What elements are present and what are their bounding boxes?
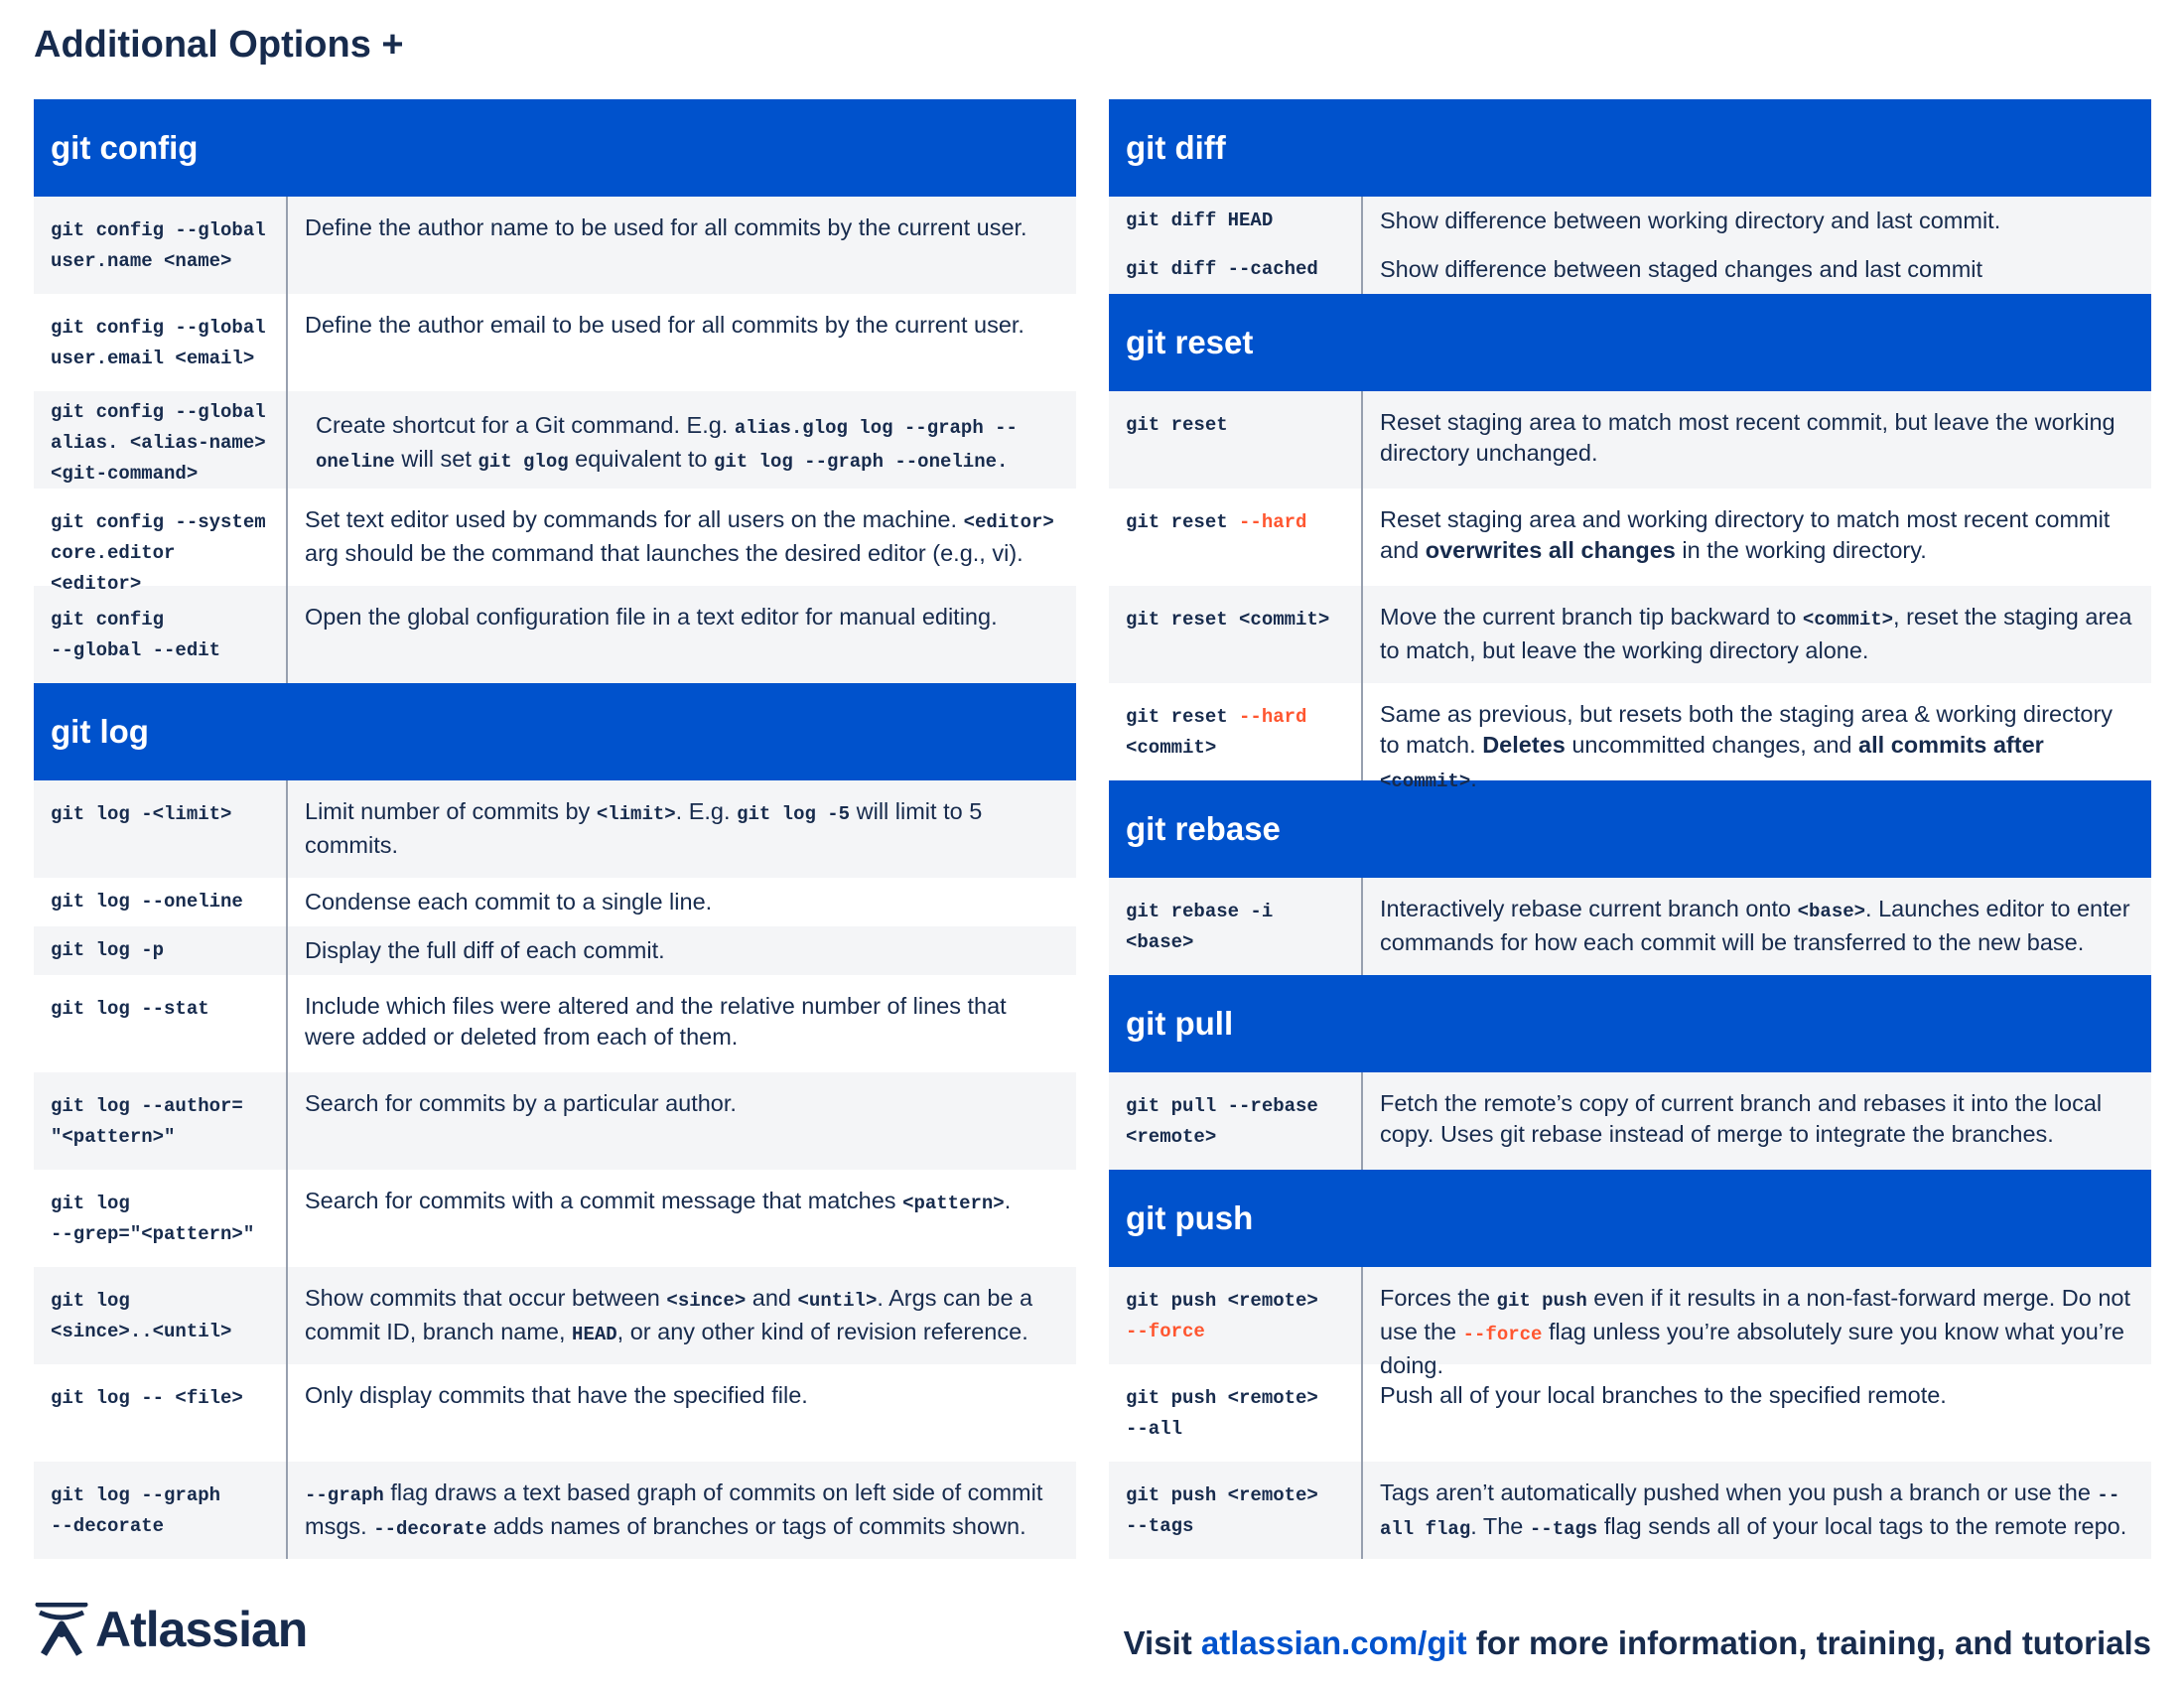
table-row <box>34 1267 1076 1364</box>
description-cell: Search for commits by a particular author. <box>305 1090 737 1116</box>
description-cell: Include which files were altered and the relative number of lines that were added or deleted from each of them. <box>305 993 1007 1050</box>
description-cell: Show difference between working directory and last commit. <box>1380 208 2001 233</box>
table-row <box>1109 1267 2151 1378</box>
description-cell: Search for commits with a commit message that matches <pattern>. <box>305 1188 1012 1214</box>
description-cell: Same as previous, but resets both the staging area & working directory to match. Deletes uncommitted changes, and all commits after <commit>. <box>1380 701 2114 792</box>
command-cell: git config --global --edit <box>34 586 288 683</box>
command-cell: git log -<limit> <box>34 780 288 878</box>
table-row <box>34 1462 1076 1559</box>
command-cell: git log --grep="<pattern>" <box>34 1170 288 1267</box>
left-column <box>34 99 1076 1559</box>
command-cell: git push <remote> --all <box>1109 1364 1363 1462</box>
description-cell: Show difference between staged changes and last commit <box>1380 256 1983 282</box>
description-cell: --graph flag draws a text based graph of commits on left side of commit msgs. --decorate adds names of branches or tags of commits shown. <box>305 1479 1043 1540</box>
command-cell: git reset <box>1109 391 1363 489</box>
description-cell: Fetch the remote’s copy of current branch and rebases it into the local copy. Uses git rebase instead of merge to integrate the branches. <box>1380 1090 2103 1147</box>
command-cell: git log --stat <box>34 975 288 1072</box>
command-cell: git config --global alias. <alias-name> <git-command> <box>34 391 288 489</box>
description-cell: Reset staging area and working directory to match most recent commit and overwrites all changes in the working directory. <box>1380 506 2111 563</box>
command-cell: git config --global user.name <name> <box>34 197 288 294</box>
command-cell: git reset --hard <box>1109 489 1363 586</box>
description-cell: Reset staging area to match most recent commit, but leave the working directory unchanged. <box>1380 409 2116 466</box>
brand-name: Atlassian <box>95 1602 308 1657</box>
table-row <box>1109 1072 2151 1170</box>
table-row <box>34 1170 1076 1267</box>
table-row <box>1109 489 2151 586</box>
command-cell: git log -- <file> <box>34 1364 288 1462</box>
table-row <box>1109 1462 2151 1559</box>
table-row <box>1109 391 2151 489</box>
table-row <box>34 926 1076 975</box>
command-cell: git rebase -i <base> <box>1109 878 1363 975</box>
description-cell: Set text editor used by commands for all users on the machine. <editor> arg should be the command that launches the desired editor (e.g., vi). <box>305 506 1054 566</box>
atlassian-git-link[interactable]: atlassian.com/git <box>1200 1624 1467 1661</box>
description-cell: Display the full diff of each commit. <box>305 937 665 963</box>
command-cell: git log --graph --decorate <box>34 1462 288 1559</box>
command-cell: git push <remote> --tags <box>1109 1462 1363 1559</box>
command-cell: git push <remote> --force <box>1109 1267 1363 1364</box>
table-row <box>34 391 1076 489</box>
command-cell: git config --system core.editor <editor> <box>34 489 288 586</box>
description-cell: Interactively rebase current branch onto <base>. Launches editor to enter commands for how each commit will be transferred to the new base. <box>1380 896 2130 955</box>
description-cell: Push all of your local branches to the specified remote. <box>1380 1382 1947 1408</box>
section-header-git-pull: git pull <box>1109 975 2151 1072</box>
table-row <box>34 780 1076 878</box>
description-cell: Forces the git push even if it results in a non-fast-forward merge. Do not use the --force flag unless you’re absolutely sure you know what you’re doing. <box>1380 1285 2131 1378</box>
footer-tagline: Visit atlassian.com/git for more information, training, and tutorials <box>1123 1624 2151 1661</box>
atlassian-mark-icon <box>34 1603 89 1656</box>
table-row <box>34 1364 1076 1462</box>
description-cell: Define the author email to be used for all commits by the current user. <box>305 312 1024 338</box>
right-column <box>1109 99 2151 1559</box>
section-header-git-push: git push <box>1109 1170 2151 1267</box>
description-cell: Show commits that occur between <since> and <until>. Args can be a commit ID, branch name, HEAD, or any other kind of revision reference. <box>305 1285 1033 1345</box>
table-row <box>34 586 1076 683</box>
command-cell: git diff --cached <box>1109 245 1363 294</box>
table-row <box>1109 878 2151 975</box>
description-cell: Condense each commit to a single line. <box>305 889 713 914</box>
description-cell: Define the author name to be used for all commits by the current user. <box>305 214 1027 240</box>
command-cell: git log -p <box>34 926 288 975</box>
description-cell: Only display commits that have the specified file. <box>305 1382 808 1408</box>
command-cell: git log --author= "<pattern>" <box>34 1072 288 1170</box>
command-cell: git log --oneline <box>34 878 288 926</box>
table-row <box>1109 683 2151 792</box>
command-cell: git diff HEAD <box>1109 197 1363 245</box>
table-row <box>34 878 1076 926</box>
description-cell: Tags aren’t automatically pushed when you push a branch or use the --all flag. The --tags flag sends all of your local tags to the remote repo. <box>1380 1479 2127 1540</box>
description-cell: Move the current branch tip backward to <commit>, reset the staging area to match, but leave the working directory alone. <box>1380 604 2132 663</box>
command-cell: git reset --hard <commit> <box>1109 683 1363 780</box>
section-header-git-config: git config <box>34 99 1076 197</box>
table-row <box>1109 586 2151 683</box>
command-cell: git log <since>..<until> <box>34 1267 288 1364</box>
table-row <box>1109 1364 2151 1462</box>
table-row <box>34 975 1076 1072</box>
section-header-git-reset: git reset <box>1109 294 2151 391</box>
table-row <box>1109 197 2151 245</box>
table-row <box>34 1072 1076 1170</box>
description-cell: Create shortcut for a Git command. E.g. alias.glog log --graph --oneline will set git glog equivalent to git log --graph --oneline. <box>316 412 1018 473</box>
command-cell: git pull --rebase <remote> <box>1109 1072 1363 1170</box>
atlassian-logo[interactable] <box>34 1601 307 1658</box>
description-cell: Limit number of commits by <limit>. E.g. git log -5 will limit to 5 commits. <box>305 798 983 858</box>
section-header-git-log: git log <box>34 683 1076 780</box>
section-header-git-diff: git diff <box>1109 99 2151 197</box>
table-row <box>34 197 1076 294</box>
table-row <box>34 489 1076 595</box>
table-row <box>34 294 1076 391</box>
command-cell: git reset <commit> <box>1109 586 1363 683</box>
page-title: Additional Options + <box>34 24 404 66</box>
section-header-git-rebase: git rebase <box>1109 780 2151 878</box>
table-row <box>1109 245 2151 294</box>
description-cell: Open the global configuration file in a text editor for manual editing. <box>305 604 998 630</box>
command-cell: git config --global user.email <email> <box>34 294 288 391</box>
